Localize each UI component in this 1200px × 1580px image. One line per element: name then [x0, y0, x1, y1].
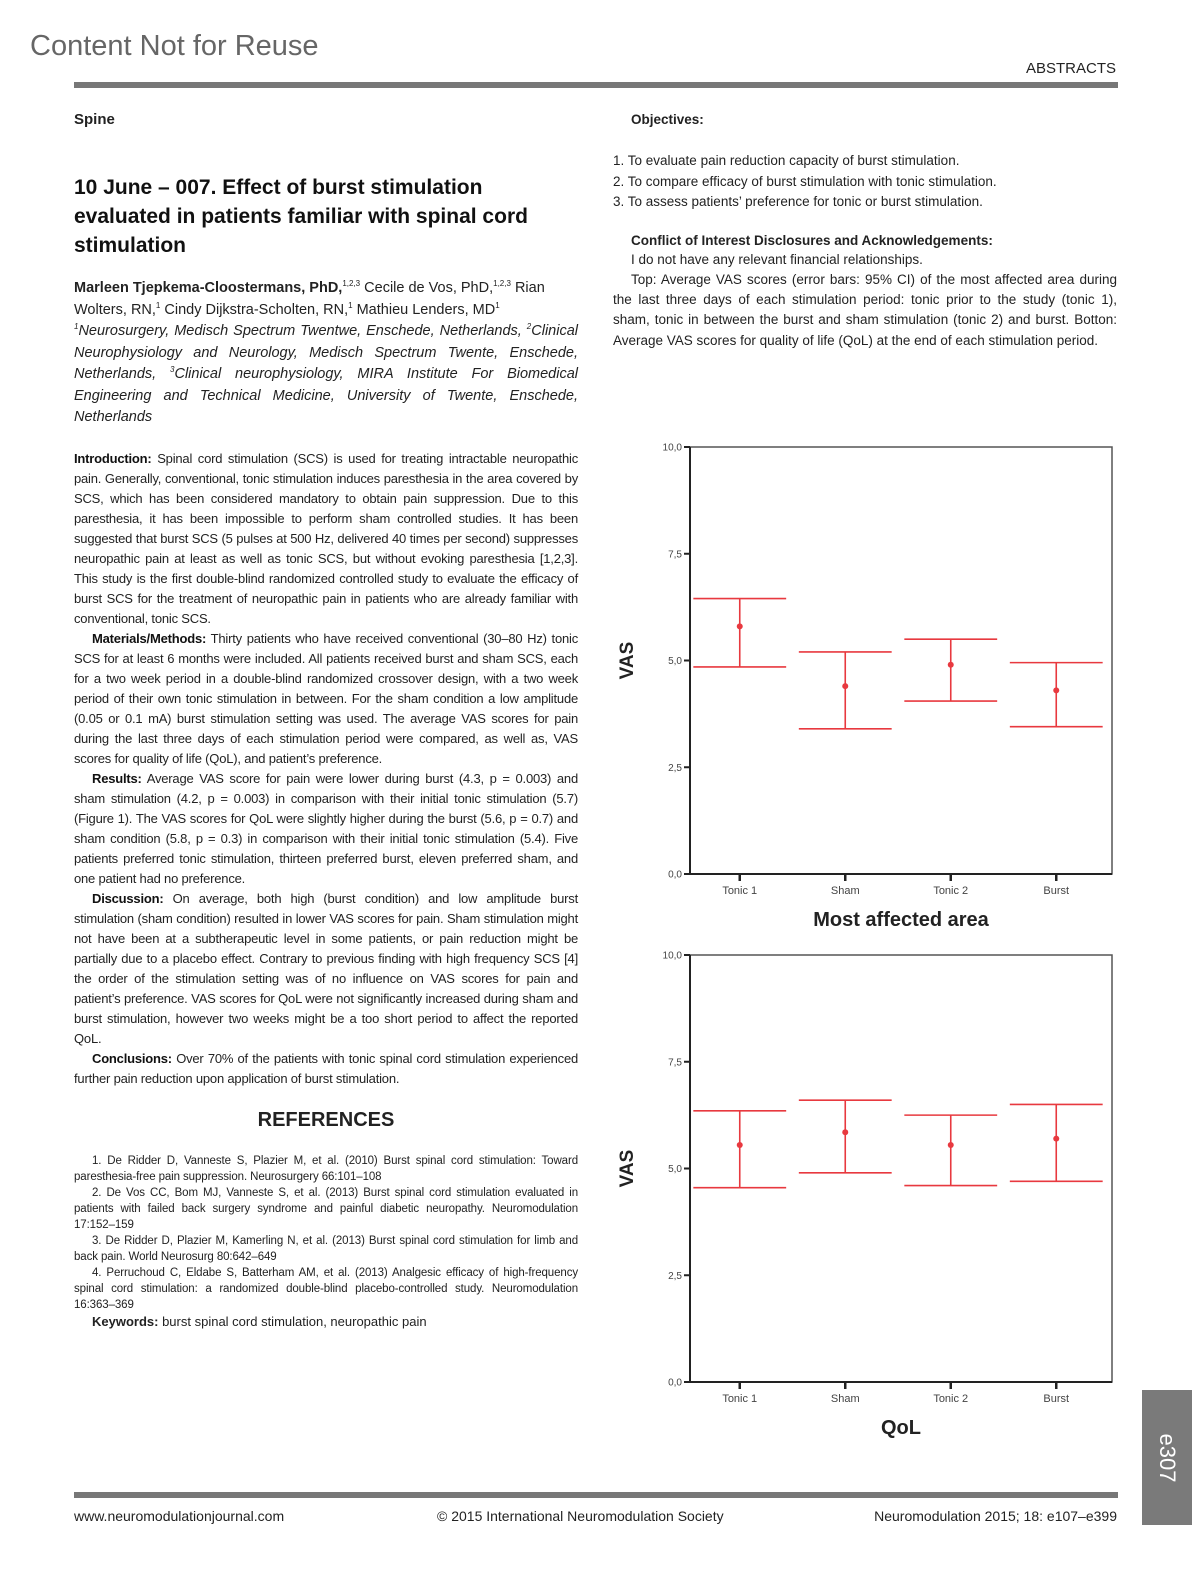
affil-sup: 1 [495, 300, 500, 310]
chart-qol [600, 938, 1130, 1443]
x-tick-label: Tonic 2 [933, 1393, 969, 1405]
author: Cindy Dijkstra-Scholten, RN, [160, 301, 349, 318]
x-tick-label: Sham [830, 1393, 860, 1405]
x-tick-label: Tonic 1 [722, 885, 758, 897]
keywords-label: Keywords: [92, 1313, 159, 1329]
affil-sup: 1,2,3 [493, 279, 511, 289]
introduction [74, 449, 578, 629]
header-rule [74, 82, 1118, 88]
reference-item: 1. De Ridder D, Vanneste S, Plazier M, et al. (2010) Burst spinal cord stimulation: Toward paresthesia-free pain suppression. Neurosurgery 66:101–108 [74, 1154, 578, 1183]
affil-sup: 2 [526, 322, 532, 332]
mean-point [1053, 687, 1059, 693]
page-number-tab [1142, 1390, 1192, 1525]
objective-item: 2. To compare efficacy of burst stimulation with tonic stimulation. [613, 173, 997, 189]
footer-rule [74, 1492, 1118, 1498]
y-axis-label: VAS [617, 1149, 638, 1188]
x-axis-label: QoL [881, 1417, 921, 1439]
section-heading: Discussion: [92, 890, 164, 906]
x-tick-label: Tonic 1 [722, 1393, 758, 1405]
chart-most-affected-area [600, 430, 1130, 935]
y-tick-label: 7,5 [668, 549, 682, 561]
x-axis-label: Most affected area [813, 909, 989, 931]
section-heading: Results: [92, 770, 142, 786]
paragraph: Average VAS score for pain were lower during burst (4.3, p = 0.003) and sham stimulation (4.2, p = 0.003) in comparison with their initial tonic stimulation (5.7) (Figure 1). The VAS scores for QoL were slightly higher during the burst (5.6, p = 0.7) and sham condition (5.8, p = 0.3) in comparison with their initial tonic stimulation (5.4). Five patients preferred tonic stimulation, thirteen preferred burst, eleven preferred sham, and one patient had no preference. [74, 770, 578, 886]
mean-point [737, 623, 743, 629]
x-tick-label: Sham [830, 885, 860, 897]
journal-website-link[interactable]: www.neuromodulationjournal.com [74, 1508, 285, 1524]
figure-caption: Top: Average VAS scores (error bars: 95% CI) of the most affected area during the last three days of each stimulation period: tonic prior to the study (tonic 1), sham, tonic in between the burst and sham stimulation (tonic 2) and burst. Botton: Average VAS scores for quality of life (QoL) at the end of each stimulation period. [613, 271, 1117, 348]
section-heading: Introduction: [74, 450, 152, 466]
paragraph: Thirty patients who have received conventional (30–80 Hz) tonic SCS for at least 6 months were included. All patients received burst and sham SCS, each for a two week period in a double-blind randomized crossover design, with a two week period of their own tonic stimulation in between. For the sham condition a low amplitude (0.05 or 0.1 mA) burst stimulation setting was used. The average VAS scores for pain during the last three days of each stimulation period were compared, as well as, VAS scores for quality of life (QoL), and patient’s preference. [74, 630, 578, 766]
affil-sup: 1 [74, 322, 79, 332]
author-list [74, 278, 578, 321]
discussion [74, 889, 578, 1049]
objectives-heading: Objectives: [631, 112, 704, 127]
y-tick-label: 7,5 [668, 1057, 682, 1069]
reference-item: 4. Perruchoud C, Eldabe S, Batterham AM, et al. (2013) Analgesic efficacy of high-frequency spinal cord stimulation: a randomized double-blind placebo-controlled study. Neuromodulation 16:363–369 [74, 1266, 578, 1311]
y-tick-label: 5,0 [668, 1164, 682, 1175]
author: Rian Wolters, RN, [74, 280, 545, 318]
page-number: e307 [1155, 1433, 1180, 1482]
abstract-body [74, 449, 578, 1089]
coi-section [613, 250, 1117, 351]
paragraph: On average, both high (burst condition) and low amplitude burst stimulation (sham condition) resulted in lower VAS scores for pain. Sham stimulation might not have been at a subtherapeutic level in some patients, or pain reduction might be partially due to a placebo effect. Contrary to previous finding with high frequency SCS [4] the order of the stimulation setting was of no influence on VAS scores for pain and patient’s preference. VAS scores for QoL were not significantly increased during sham and burst stimulation, however two weeks might be a too short period to affect the reported QoL. [74, 890, 578, 1046]
affil-sup: 3 [170, 365, 175, 375]
mean-point [948, 1142, 954, 1148]
author: Mathieu Lenders, MD [352, 301, 496, 318]
x-tick-label: Burst [1043, 885, 1070, 897]
objective-item: 3. To assess patients’ preference for tonic or burst stimulation. [613, 194, 983, 209]
references-heading: REFERENCES [257, 1108, 395, 1131]
author: Cecile de Vos, PhD, [360, 280, 494, 296]
objectives-list [613, 151, 1117, 213]
y-tick-label: 2,5 [668, 1270, 682, 1282]
y-tick-label: 0,0 [668, 869, 682, 881]
section-heading: Conclusions: [92, 1050, 172, 1066]
affiliations [74, 321, 578, 429]
abstract-title: 10 June – 007. Effect of burst stimulation evaluated in patients familiar with spinal cord stimulation [74, 176, 528, 257]
citation: Neuromodulation 2015; 18: e107–e399 [874, 1508, 1117, 1524]
affil-sup: 1,2,3 [342, 279, 361, 289]
coi-heading: Conflict of Interest Disclosures and Acknowledgements: [631, 232, 993, 248]
keywords-text: burst spinal cord stimulation, neuropathic pain [158, 1313, 427, 1329]
mean-point [842, 683, 848, 689]
mean-point [737, 1142, 743, 1148]
reference-list [74, 1153, 578, 1313]
affil-sup: 1 [348, 300, 353, 310]
paragraph: Over 70% of the patients with tonic spinal cord stimulation experienced further pain reduction upon application of burst stimulation. [74, 1050, 578, 1086]
methods [74, 629, 578, 769]
conclusions [74, 1049, 578, 1089]
watermark: Content Not for Reuse [30, 30, 319, 62]
keywords [74, 1313, 578, 1331]
affiliation: Clinical Neurophysiology and Neurology, Medisch Spectrum Twente, Enschede, Netherlands, [74, 323, 578, 382]
reference-item: 2. De Vos CC, Bom MJ, Vanneste S, et al. (2013) Burst spinal cord stimulation evaluated in patients with failed back surgery syndrome and painful diabetic neuropathy. Neuromodulation 17:152–159 [74, 1186, 578, 1231]
left-column [74, 111, 578, 1331]
plot-frame [690, 955, 1112, 1382]
copyright: © 2015 International Neuromodulation Society [437, 1508, 724, 1524]
mean-point [948, 662, 954, 668]
y-tick-label: 2,5 [668, 762, 682, 774]
plot-frame [690, 447, 1112, 874]
y-tick-label: 10,0 [662, 950, 682, 962]
mean-point [1053, 1136, 1059, 1142]
x-tick-label: Burst [1043, 1393, 1070, 1405]
lead-author: Marleen Tjepkema-Cloostermans, PhD, [74, 280, 343, 296]
affiliation: Clinical neurophysiology, MIRA Institute For Biomedical Engineering and Technical Medicine, University of Twente, Enschede, Netherlands [74, 366, 578, 425]
objective-item: 1. To evaluate pain reduction capacity of burst stimulation. [613, 153, 960, 168]
y-tick-label: 10,0 [662, 442, 682, 454]
y-tick-label: 0,0 [668, 1377, 682, 1389]
y-axis-label: VAS [617, 641, 638, 680]
section-heading: Materials/Methods: [92, 630, 207, 646]
x-tick-label: Tonic 2 [933, 885, 969, 897]
category-label: Spine [74, 111, 115, 128]
affil-sup: 1 [155, 300, 161, 310]
results [74, 769, 578, 889]
reference-item: 3. De Ridder D, Plazier M, Kamerling N, et al. (2013) Burst spinal cord stimulation for limb and back pain. World Neurosurg 80:642–649 [74, 1234, 578, 1263]
paragraph: Spinal cord stimulation (SCS) is used for treating intractable neuropathic pain. Generally, conventional, tonic stimulation induces paresthesia in the area covered by SCS, which has been considered mandatory to obtain pain suppression. Due to this paresthesia, it has been impossible to perform sham controlled studies. It has been suggested that burst SCS (5 pulses at 500 Hz, delivered 40 times per second) suppresses neuropathic pain at least as well as tonic SCS, but without evoking paresthesia [1,2,3]. This study is the first double-blind randomized controlled study to evaluate the efficacy of burst SCS for the treatment of neuropathic pain in patients who are already familiar with conventional, tonic SCS. [74, 450, 578, 626]
affiliation: Neurosurgery, Medisch Spectrum Twentwe, Enschede, Netherlands, [78, 323, 527, 339]
coi-statement: I do not have any relevant financial relationships. [631, 251, 923, 267]
y-tick-label: 5,0 [668, 656, 682, 667]
mean-point [842, 1129, 848, 1135]
right-column [613, 111, 1117, 351]
section-label: ABSTRACTS [1025, 60, 1116, 77]
